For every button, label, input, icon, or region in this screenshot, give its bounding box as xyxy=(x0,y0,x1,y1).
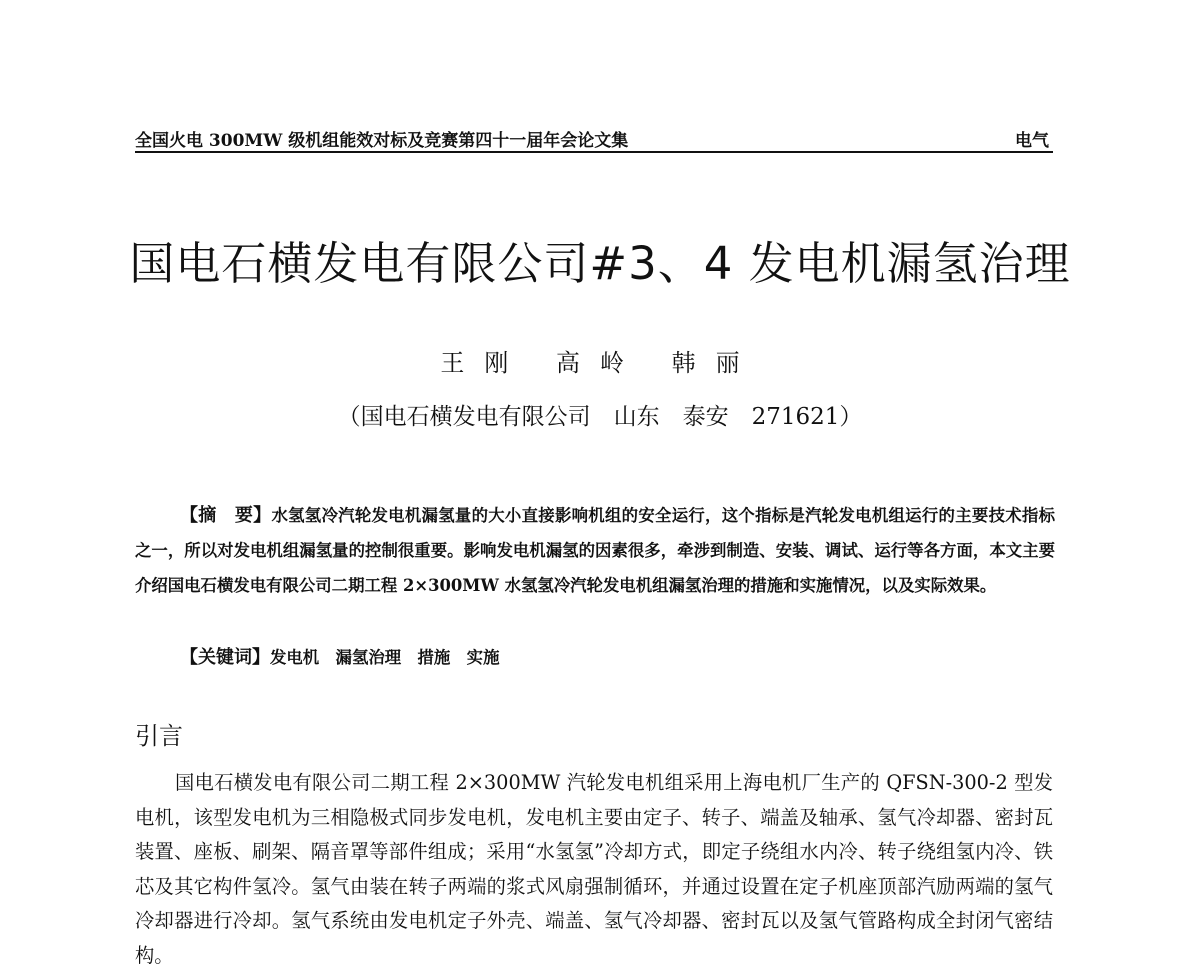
section-heading: 引言 xyxy=(135,722,183,750)
keywords-text: 发电机 漏氢治理 措施 实施 xyxy=(270,648,500,667)
body-paragraph: 国电石横发电有限公司二期工程 2×300MW 汽轮发电机组采用上海电机厂生产的 QFSN-300-2 型发电机，该型发电机为三相隐极式同步发电机，发电机主要由定子、转子、端盖及轴承、氢气冷却器、密封瓦装置、座板、刷架、隔音罩等部件组成；采用“水氢氢”冷却方式，即定子绕组水内冷、转子绕组氢内冷、铁芯及其它构件氢冷。氢气由装在转子两端的浆式风扇强制循环，并通过设置在定子机座顶部汽励两端的氢气冷却器进行冷却。氢气系统由发电机定子外壳、端盖、氢气冷却器、密封瓦以及氢气管路构成全封闭气密结构。 xyxy=(135,771,1053,967)
author-list: 王刚 高岭 韩丽 xyxy=(440,349,760,377)
affiliation: （国电石横发电有限公司 山东 泰安 271621） xyxy=(337,404,863,430)
abstract xyxy=(135,498,1055,603)
abstract-text: 水氢氢冷汽轮发电机漏氢量的大小直接影响机组的安全运行，这个指标是汽轮发电机组运行的主要技术指标之一，所以对发电机组漏氢量的控制很重要。影响发电机漏氢的因素很多，牵涉到制造、安装、调试、运行等各方面，本文主要介绍国电石横发电有限公司二期工程 2×300MW 水氢氢冷汽轮发电机组漏氢治理的措施和实施情况，以及实际效果。 xyxy=(135,506,1055,595)
paper-title: 国电石横发电有限公司#3、4 发电机漏氢治理 xyxy=(129,237,1071,290)
running-header xyxy=(135,124,1053,153)
section-category: 电气 xyxy=(1015,131,1049,151)
keywords-label: 【关键词】 xyxy=(180,647,270,668)
keywords xyxy=(180,640,1050,675)
abstract-label: 【摘 要】 xyxy=(180,505,272,526)
proceedings-title: 全国火电 300MW 级机组能效对标及竞赛第四十一届年会论文集 xyxy=(135,131,629,151)
